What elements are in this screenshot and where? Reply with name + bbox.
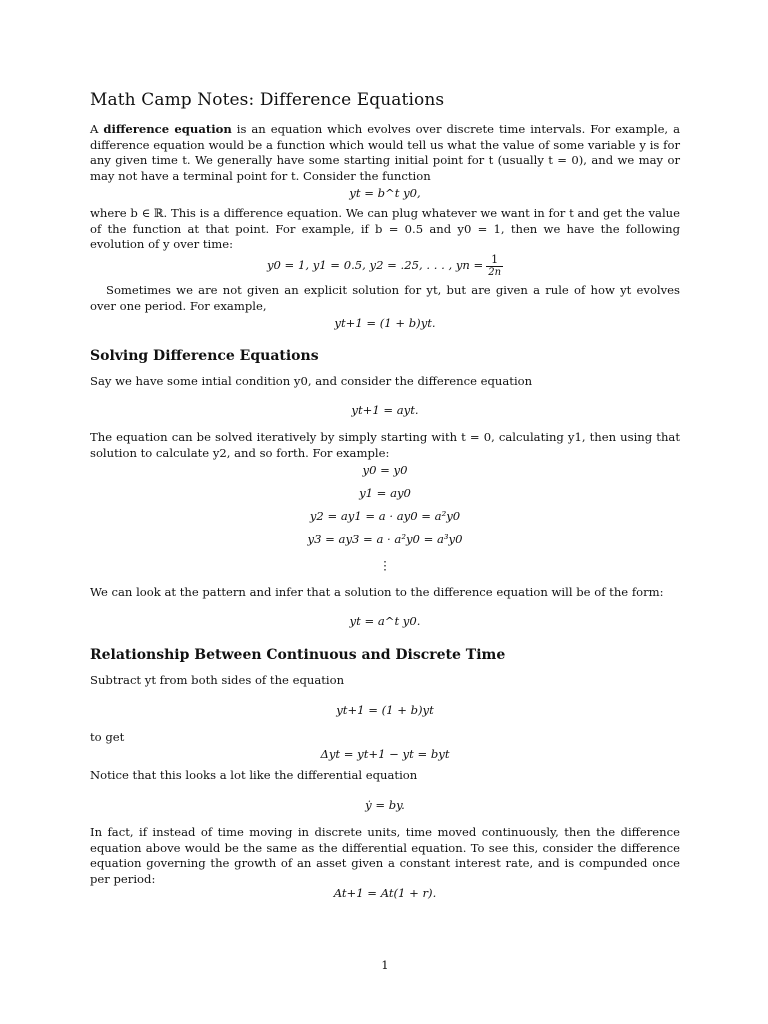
equation-differential xyxy=(90,798,680,813)
fraction xyxy=(486,253,503,279)
intro-paragraph-3: Sometimes we are not given an explicit solution for yt, but are given a rule of how yt evolves over one period. For example, xyxy=(90,283,680,313)
equation-text: yt = a^t y0. xyxy=(349,614,421,628)
document-title: Math Camp Notes: Difference Equations xyxy=(90,90,445,110)
relationship-paragraph-2: to get xyxy=(90,730,125,744)
equation-delta xyxy=(90,747,680,762)
section-heading-relationship: Relationship Between Continuous and Discrete Time xyxy=(90,647,506,663)
equation-text: yt+1 = (1 + b)yt xyxy=(336,703,434,717)
fraction-denominator: 2n xyxy=(488,267,502,278)
intro-paragraph-2: where b ∈ ℝ. This is a difference equation. We can plug whatever we want in for t and get the value of the function at that point. For example, if b = 0.5 and y0 = 1, then we have the following evolution of y over time: xyxy=(90,206,680,252)
equation-text: y0 = 1, y1 = 0.5, y2 = .25, . . . , yn = xyxy=(266,258,484,272)
equation-growth-rule xyxy=(90,703,680,718)
equation-text: Δyt = yt+1 − yt = byt xyxy=(320,747,450,761)
intro-lead-post: is an equation which evolves over discrete time intervals. For example, a difference equation would be a function which would tell us what the value of some variable y is for any given time t. We generally have some starting initial point for t (usually t = 0), and we may or may not have a terminal point for t. Consider the function xyxy=(90,122,680,183)
relationship-paragraph-4: In fact, if instead of time moving in discrete units, time moved continuously, then the difference equation above would be the same as the differential equation. To see this, consider the difference equation governing the growth of an asset given a constant interest rate, and is compunded once per period: xyxy=(90,825,680,886)
equation-text: ẏ = by. xyxy=(365,798,405,812)
iteration-step-0: y0 = y0 xyxy=(362,463,408,477)
equation-text: yt = b^t y0, xyxy=(349,186,421,200)
equation-asset-growth xyxy=(90,886,680,901)
equation-text: yt+1 = ayt. xyxy=(351,403,419,417)
section-heading-solving: Solving Difference Equations xyxy=(90,348,319,364)
solving-paragraph-3: We can look at the pattern and infer that a solution to the difference equation will be of the form: xyxy=(90,585,664,599)
equation-text: At+1 = At(1 + r). xyxy=(333,886,437,900)
intro-lead-pre: A xyxy=(90,122,104,136)
iteration-step-1: y1 = ay0 xyxy=(359,486,411,500)
iteration-step-3: y3 = ay3 = a · a²y0 = a³y0 xyxy=(307,532,463,546)
solving-paragraph-1: Say we have some intial condition y0, and consider the difference equation xyxy=(90,374,533,388)
iteration-step-2: y2 = ay1 = a · ay0 = a²y0 xyxy=(309,509,461,523)
equation-recursive-rule xyxy=(90,316,680,331)
page-number: 1 xyxy=(381,958,389,972)
fraction-numerator: 1 xyxy=(486,253,503,267)
equation-general-solution xyxy=(90,614,680,629)
equation-evolution-example xyxy=(90,253,680,279)
equation-explicit-solution xyxy=(90,186,680,201)
term-difference-equation: difference equation xyxy=(103,122,232,136)
equation-text: yt+1 = (1 + b)yt. xyxy=(334,316,436,330)
vertical-ellipsis: ⋮ xyxy=(379,558,391,572)
relationship-paragraph-3: Notice that this looks a lot like the differential equation xyxy=(90,768,418,782)
solving-paragraph-2: The equation can be solved iteratively by simply starting with t = 0, calculating y1, then using that solution to calculate y2, and so forth. For example: xyxy=(90,430,680,460)
equation-difference xyxy=(90,403,680,418)
intro-paragraph xyxy=(90,122,680,184)
relationship-paragraph-1: Subtract yt from both sides of the equation xyxy=(90,673,345,687)
